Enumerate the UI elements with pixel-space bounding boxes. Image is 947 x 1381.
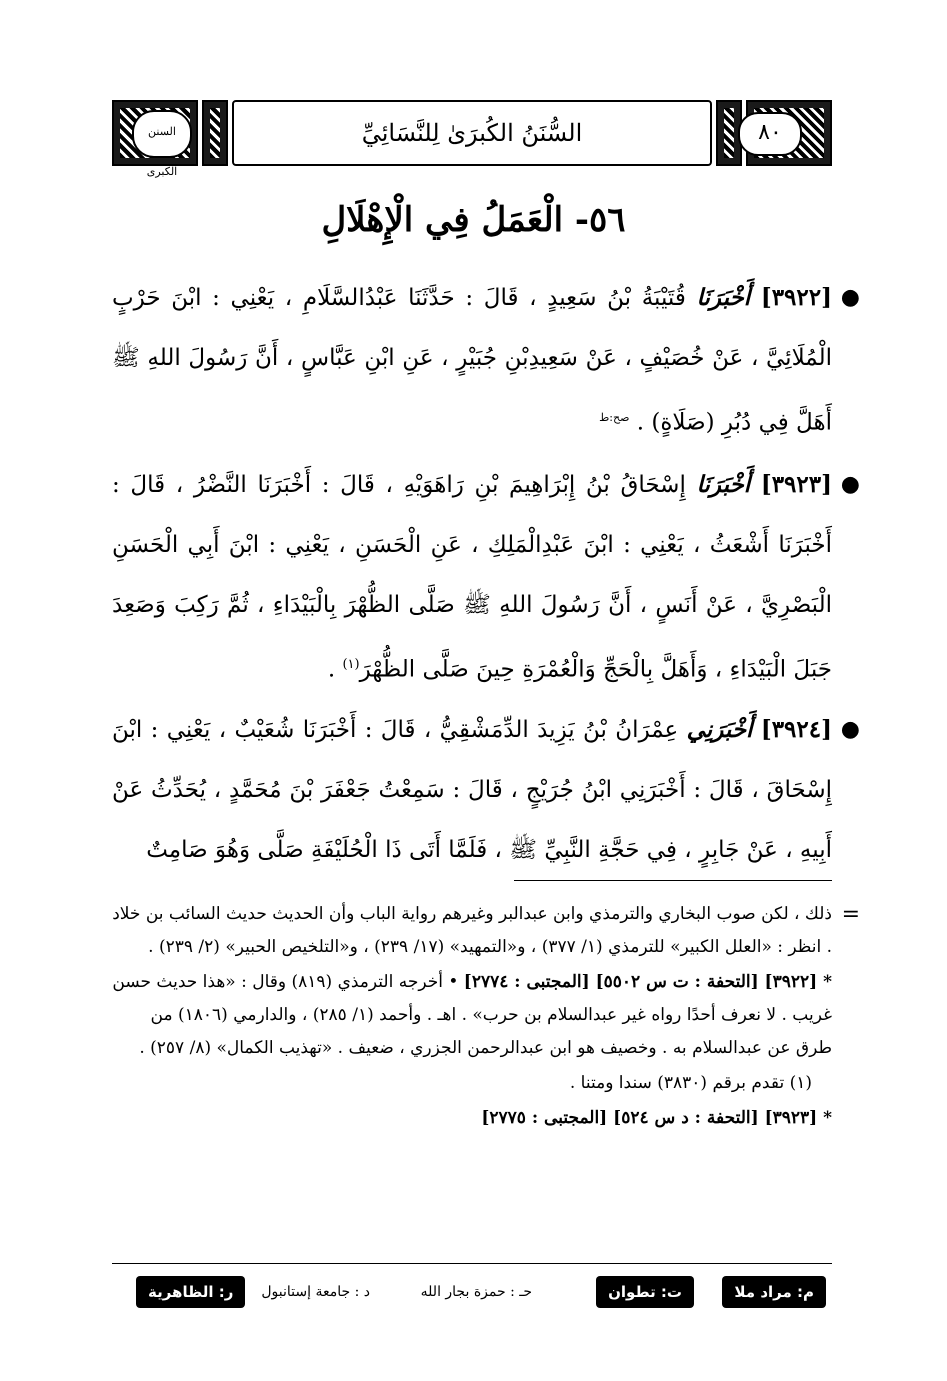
hadith-text: عِمْرَانُ بْنُ يَزِيدَ الدِّمَشْقِيُّ ، قَالَ : أَخْبَرَنَا شُعَيْبٌ ، يَعْنِي : ابْنَ إِسْحَاقَ ، قَالَ : أَخْبَرَنِي ابْنُ جُرَيْجٍ ، قَالَ : سَمِعْتُ جَعْفَرَ بْنَ مُحَمَّدٍ ، يُحَدِّثُ عَنْ أَبِيهِ ، عَنْ جَابِرٍ ، فِي حَجَّةِ النَّبِيِّ ﷺ ، فَلَمَّا أَتَى ذَا الْحُلَيْفَةِ صَلَّى وَهُوَ صَامِتٌ	[112, 717, 832, 863]
manuscript-tag-r: ر: الظاهرية	[136, 1276, 245, 1308]
page-number: ٨٠	[738, 112, 802, 156]
ornament-mid-left	[202, 100, 228, 166]
book-title: السُّنَنُ الكُبرَىٰ لِلنَّسَائِيِّ	[361, 119, 583, 147]
book-title-frame	[232, 100, 712, 166]
note-3923: * [٣٩٢٣] [التحفة : د س ٥٢٤] [المجتبى : ٢٧٧٥]	[481, 1108, 832, 1128]
hadith-ending: .	[327, 656, 343, 683]
bullet-icon: ●	[840, 285, 860, 310]
hadith-number: [٣٩٢٤]	[760, 716, 833, 743]
manuscript-tag-t: ت: تطوان	[596, 1276, 694, 1308]
hadith-text: إِسْحَاقُ بْنُ إِبْرَاهِيمَ بْنِ رَاهَوَيْهِ ، قَالَ : أَخْبَرَنَا النَّضْرُ ، قَالَ : أَخْبَرَنَا أَشْعَثُ ، يَعْنِي : ابْنَ عَبْدِالْمَلِكِ ، عَنِ الْحَسَنِ ، يَعْنِي : ابْنَ أَبِي الْحَسَنِ الْبَصْرِيَّ ، عَنْ أَنَسٍ ، أَنَّ رَسُولَ اللهِ ﷺ صَلَّى الظُّهْرَ بِالْبَيْدَاءِ ، ثُمَّ رَكِبَ وَصَعِدَ جَبَلَ الْبَيْدَاءِ ، وَأَهَلَّ بِالْحَجِّ وَالْعُمْرَةِ حِينَ صَلَّى الظُّهْرَ	[112, 472, 832, 683]
hadith-3923	[112, 455, 860, 700]
hadith-text: قُتَيْبَةُ بْنُ سَعِيدٍ ، قَالَ : حَدَّثَنَا عَبْدُالسَّلَامِ ، يَعْنِي : ابْنَ حَرْبٍ الْمُلَائِيَّ ، عَنْ خُصَيْفٍ ، عَنْ سَعِيدِبْنِ جُبَيْرٍ ، عَنِ ابْنِ عَبَّاسٍ ، أَنَّ رَسُولَ اللهِ ﷺ أَهَلَّ فِي دُبُرِ (صَلَاةٍ) .	[112, 285, 832, 436]
footer-separator	[112, 1263, 832, 1264]
bullet-icon: ●	[840, 472, 860, 497]
hadith-number: [٣٩٢٣]	[760, 471, 833, 498]
hadith-opening: أَخْبَرَنَا	[696, 284, 751, 311]
manuscript-tag-m: م: مراد ملا	[722, 1276, 826, 1308]
hadith-opening: أَخْبَرَنِي	[686, 716, 753, 743]
continuation-mark: =	[841, 902, 860, 927]
chapter-title: ٥٦- الْعَمَلُ فِي الْإِهْلَالِ	[321, 200, 626, 240]
hadith-3922	[112, 268, 860, 453]
hadith-number: [٣٩٢٢]	[760, 284, 833, 311]
footnote-1: (١) تقدم برقم (٣٨٣٠) سندا ومتنا .	[569, 1073, 812, 1093]
book-emblem: السنن الكبرى	[132, 110, 192, 158]
note-3922-head: * [٣٩٢٢] [التحفة : ت س ٥٥٠٢] [المجتبى : ٢٧٧٤]	[463, 972, 832, 992]
note-3922-body: • أخرجه الترمذي (٨١٩) وقال : «هذا حديث حسن غريب . لا نعرف أحدًا رواه غير عبدالسلام بن حرب» . اهـ . وأحمد (١/ ٢٨٥) ، والدارمي (١٨٠٦) من طرق عن عبدالسلام به . وخصيف هو ابن عبدالرحمن الجزري ، ضعيف . «تهذيب الكمال» (٨/ ٢٥٧) .	[112, 972, 832, 1058]
footnotes	[112, 898, 860, 1135]
hadith-3924	[112, 700, 860, 880]
note-continuation: ذلك ، لكن صوب البخاري والترمذي وابن عبدالبر وغيرهم رواية الباب وأن الحديث حديث السائب بن خلاد . انظر : «العلل الكبير» للترمذي (١/ ٣٧٧) ، و«التمهيد» (١٧/ ٢٣٩) ، و«التلخيص الحبير» (٢/ ٢٣٩) .	[112, 904, 832, 957]
page-header	[112, 100, 832, 178]
margin-note: صح:ط	[599, 411, 630, 424]
bullet-icon: ●	[840, 717, 860, 742]
manuscript-legend	[112, 1276, 832, 1310]
footnote-separator	[514, 880, 832, 881]
hadith-opening: أَخْبَرَنَا	[696, 471, 751, 498]
manuscript-h: حـ : حمزة بجار الله	[420, 1284, 532, 1300]
footnote-ref: (١)	[342, 657, 360, 672]
manuscript-d: د : جامعة إستانبول	[261, 1284, 370, 1300]
